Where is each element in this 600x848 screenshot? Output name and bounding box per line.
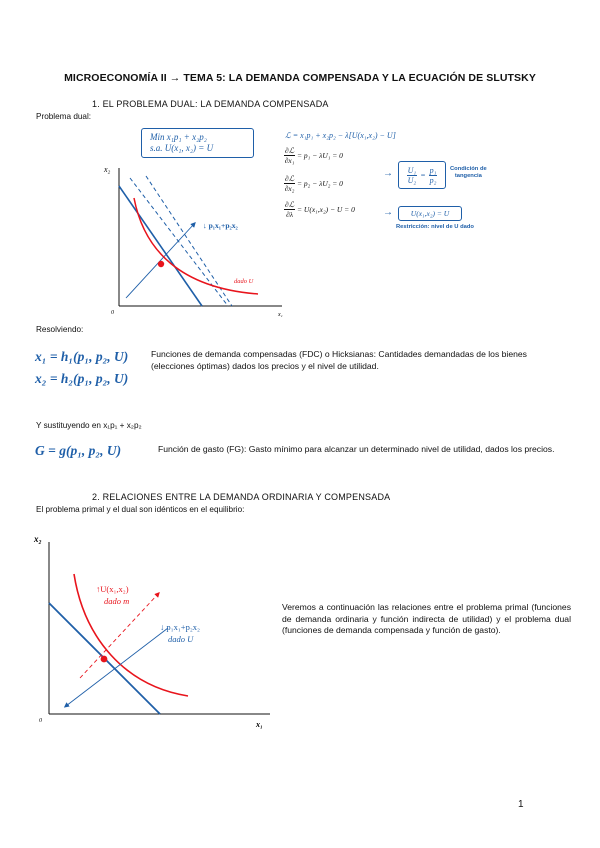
budget-line-dashed-1: [130, 178, 228, 306]
page-number: 1: [518, 799, 524, 810]
tangency-box: [398, 161, 446, 189]
graph-2-utility-label-1: ↑U(x₁,x₂): [96, 584, 129, 594]
graph-2-budget-label-1: ↓ p₁x₁+p₂x₂: [160, 622, 201, 632]
foc-3-denominator: ∂λ: [286, 210, 294, 219]
constraint-line: s.a. U(x₁, x₂) = U: [150, 143, 214, 153]
expenditure-direction-arrow: [66, 628, 168, 706]
graph-2-x-label: x₁: [256, 720, 263, 729]
graph-1-origin: 0: [111, 310, 114, 316]
relations-description: Veremos a continuación las relaciones entre el problema primal (funciones de demanda ordinaria y función indirecta de utilidad) y el problema dual (funciones de demanda compensada y función de gasto).: [282, 602, 571, 635]
graph-2-y-label: x₂: [34, 534, 42, 544]
fdc-description: Funciones de demanda compensadas (FDC) o Hicksianas: Cantidades demandadas de los bienes (elecciones óptimas) dados los precios y el nivel de utilidad.: [151, 349, 527, 371]
tangency-u2: U₂: [407, 175, 417, 185]
restriction-box: U(x₁,x₂) = U: [398, 206, 462, 221]
arrow-to-restriction: →: [383, 207, 393, 218]
foc-3: [284, 200, 355, 219]
arrow-to-tangency: →: [383, 168, 393, 179]
graph-1-x-label: x₁: [278, 312, 283, 318]
graph-2-origin: 0: [39, 718, 42, 724]
graph-2-utility-label-2: dado m: [104, 596, 130, 606]
equilibrium-point-2: [101, 656, 108, 663]
graph-1-y-label: x₂: [104, 165, 111, 174]
expenditure-function: G = g(p₁, p₂, U): [35, 443, 122, 458]
budget-line: [119, 186, 202, 306]
graph-1-budget-label: ↓ p₁x₁+p₂x₂: [203, 221, 238, 230]
objective-box: [141, 128, 254, 158]
foc-1-denominator: ∂x₁: [284, 156, 295, 165]
tangency-equals: =: [420, 170, 426, 180]
substitute-text: Y sustituyendo en x₁p₁ + x₂p₂: [36, 421, 142, 430]
foc-1-rhs: = p₁ − λU₁ = 0: [296, 151, 343, 160]
hicksian-demand-x2: x₂ = h₂(p₁, p₂, U): [35, 371, 129, 386]
section-1-heading: 1. EL PROBLEMA DUAL: LA DEMANDA COMPENSADA: [92, 99, 329, 109]
primal-dual-graph: [30, 528, 280, 733]
foc-2-denominator: ∂x₂: [284, 184, 295, 193]
restriction-label: Restricción: nivel de U dado: [396, 224, 474, 230]
foc-1: [284, 146, 343, 165]
section-2-heading: 2. RELACIONES ENTRE LA DEMANDA ORDINARIA Y COMPENSADA: [92, 492, 391, 502]
section-2-subheading: El problema primal y el dual son idénticos en el equilibrio:: [36, 505, 245, 514]
tangency-p2: p₂: [429, 175, 437, 185]
foc-3-numerator: ∂ℒ: [285, 200, 295, 209]
tangency-label: [450, 166, 487, 180]
graph-2-budget-label-2: dado U: [168, 634, 194, 644]
tangency-u1: U₁: [407, 165, 417, 175]
foc-2-numerator: ∂ℒ: [285, 174, 295, 183]
tangency-label-2: tangencia: [454, 173, 482, 179]
foc-2: [284, 174, 343, 193]
graph-1-curve-label: dado U: [234, 278, 254, 285]
foc-3-rhs: = U(x₁,x₂) − U = 0: [296, 205, 355, 214]
fg-description: Función de gasto (FG): Gasto mínimo para alcanzar un determinado nivel de utilidad, dados los precios.: [158, 444, 555, 454]
solving-label: Resolviendo:: [36, 325, 84, 334]
dual-problem-graph: [100, 160, 290, 320]
tangency-label-1: Condición de: [450, 166, 487, 172]
hicksian-demand-x1: x₁ = h₁(p₁, p₂, U): [35, 349, 129, 364]
foc-1-numerator: ∂ℒ: [285, 146, 295, 155]
lagrangian: ℒ = x₁p₁ + x₂p₂ − λ[U(x₁,x₂) − U]: [285, 131, 396, 140]
foc-2-rhs: = p₂ − λU₂ = 0: [296, 179, 343, 188]
section-1-subheading: Problema dual:: [36, 112, 92, 121]
objective-line: Min x₁p₁ + x₂p₂: [150, 132, 207, 142]
equilibrium-point: [158, 261, 164, 267]
page-title: MICROECONOMÍA II → TEMA 5: LA DEMANDA COMPENSADA Y LA ECUACIÓN DE SLUTSKY: [64, 72, 536, 84]
tangency-p1: p₁: [429, 165, 437, 175]
